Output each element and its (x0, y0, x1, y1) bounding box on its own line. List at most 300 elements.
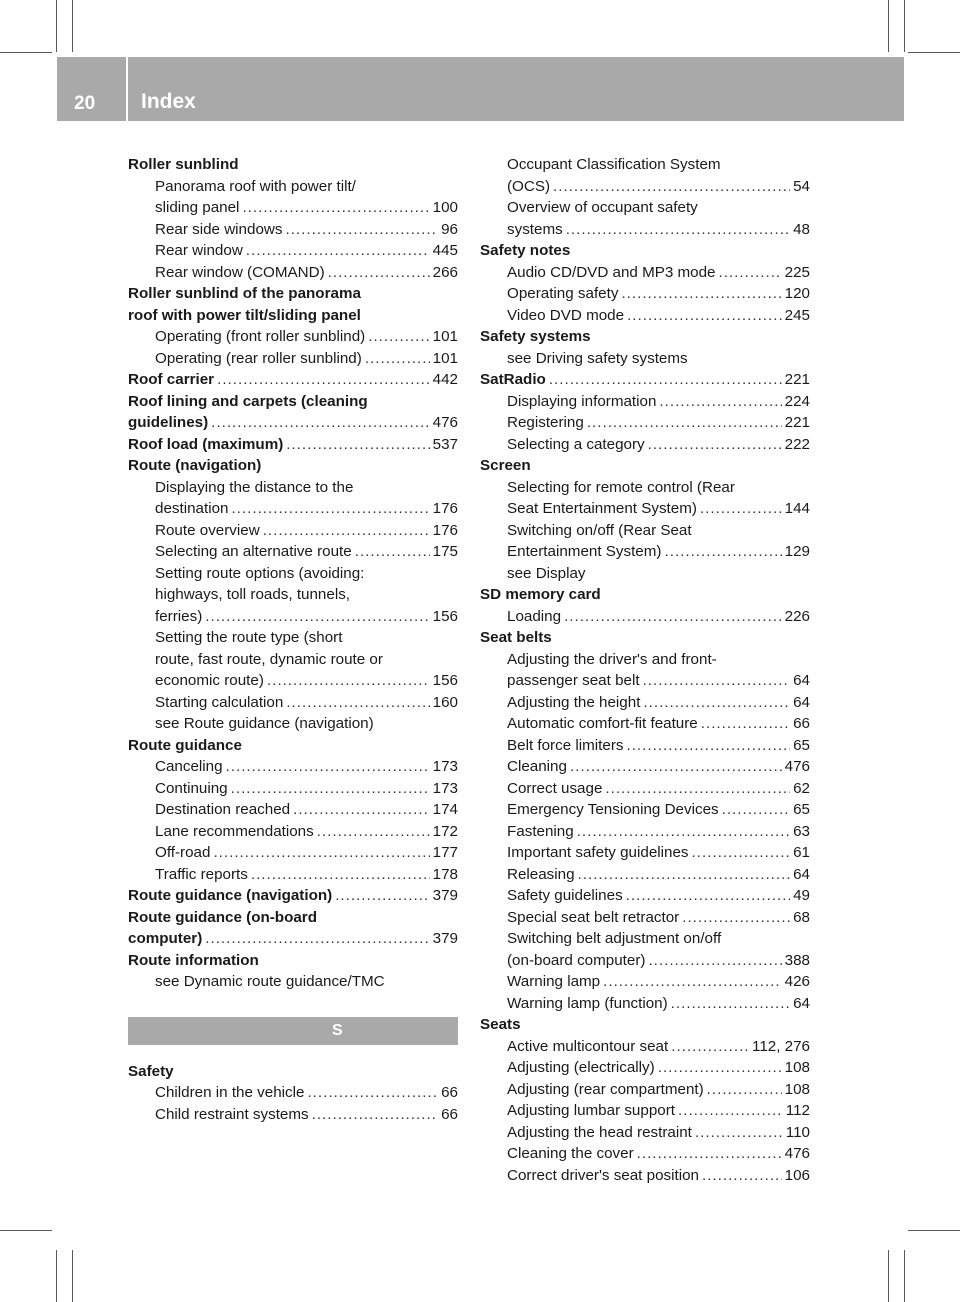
dot-leader (251, 864, 430, 886)
page-reference[interactable]: 537 (432, 435, 458, 453)
entry-text: Emergency Tensioning Devices (507, 801, 719, 818)
index-subentry[interactable] (128, 520, 458, 542)
index-entry (480, 627, 810, 649)
dot-leader (637, 1143, 782, 1165)
page-reference[interactable]: 173 (432, 758, 458, 775)
page-reference[interactable]: 221 (784, 414, 810, 431)
dot-leader (211, 412, 429, 434)
index-entry (128, 1061, 458, 1083)
index-subentry (480, 477, 810, 499)
page-reference[interactable]: 120 (784, 285, 810, 302)
index-subentry[interactable] (480, 821, 810, 843)
entry-text: (OCS) (507, 177, 551, 195)
index-subentry (480, 520, 810, 542)
index-subentry[interactable] (480, 541, 810, 563)
dot-leader (564, 606, 782, 628)
entry-text: see Driving safety systems (507, 349, 688, 367)
entry-text: route, fast route, dynamic route or (155, 650, 383, 668)
page-reference[interactable]: 48 (793, 220, 810, 238)
dot-leader (355, 541, 430, 563)
index-entry (480, 455, 810, 477)
entry-text: Adjusting lumbar support (507, 1102, 675, 1119)
index-entry (128, 455, 458, 477)
entry-text: Starting calculation (155, 693, 284, 711)
dot-leader (627, 305, 782, 327)
dot-leader (307, 1082, 438, 1104)
entry-text: Child restraint systems (155, 1105, 309, 1123)
index-subentry (480, 348, 810, 370)
index-subentry[interactable] (128, 197, 458, 219)
index-subentry[interactable] (128, 842, 458, 864)
entry-text: Correct usage (507, 779, 603, 797)
entry-text: Entertainment System) (507, 543, 662, 560)
entry-text: Warning lamp (507, 973, 601, 990)
entry-text: Roof carrier (128, 371, 215, 388)
page-reference[interactable]: 66 (441, 1105, 458, 1123)
entry-text: Rear side windows (155, 220, 283, 238)
dot-leader (205, 928, 429, 950)
dot-leader (217, 369, 430, 391)
index-subentry[interactable] (480, 993, 810, 1015)
page-reference[interactable]: 63 (793, 822, 810, 840)
index-subentry[interactable] (480, 1100, 810, 1122)
entry-text: Belt force limiters (507, 736, 624, 754)
entry-text: Lane recommendations (155, 822, 314, 840)
page-reference[interactable]: 108 (784, 1080, 810, 1098)
entry-text: Video DVD mode (507, 306, 625, 324)
dot-leader (700, 498, 782, 520)
entry-text: destination (155, 500, 229, 517)
index-entry (480, 1014, 810, 1036)
page-reference[interactable]: 476 (784, 758, 810, 775)
page-reference[interactable]: 178 (432, 865, 458, 883)
entry-text: Operating safety (507, 285, 619, 302)
page-reference[interactable]: 173 (432, 779, 458, 797)
index-subentry (128, 713, 458, 735)
index-subentry[interactable] (480, 1057, 810, 1079)
index-subentry[interactable] (480, 692, 810, 714)
page-reference[interactable]: 112, 276 (752, 1037, 810, 1055)
crop-mark (888, 0, 889, 52)
dot-leader (242, 197, 429, 219)
index-entry[interactable] (128, 928, 458, 950)
index-subentry[interactable] (480, 283, 810, 305)
dot-leader (648, 950, 781, 972)
index-subentry[interactable] (128, 498, 458, 520)
dot-leader (578, 864, 791, 886)
dot-leader (648, 434, 782, 456)
entry-text: Roof lining and carpets (cleaning (128, 392, 368, 410)
page-reference[interactable]: 226 (784, 607, 810, 625)
page-reference[interactable]: 96 (441, 220, 458, 238)
dot-leader (701, 713, 790, 735)
index-subentry[interactable] (480, 907, 810, 929)
entry-text: SatRadio (480, 371, 546, 388)
entry-text: Releasing (507, 865, 575, 883)
page-reference[interactable]: 174 (432, 801, 458, 818)
page-reference[interactable]: 379 (432, 887, 458, 904)
dot-leader (643, 670, 791, 692)
dot-leader (312, 1104, 438, 1126)
entry-text: Overview of occupant safety (507, 199, 698, 216)
dot-leader (702, 1165, 782, 1187)
index-subentry[interactable] (480, 885, 810, 907)
index-subentry[interactable] (480, 1122, 810, 1144)
page-reference[interactable]: 54 (793, 177, 810, 195)
entry-text: Displaying information (507, 392, 657, 410)
index-subentry[interactable] (480, 606, 810, 628)
dot-leader (263, 520, 430, 542)
dot-leader (213, 842, 429, 864)
entry-text: Destination reached (155, 801, 291, 818)
index-subentry[interactable] (480, 262, 810, 284)
index-entry (128, 907, 458, 929)
page-reference[interactable]: 426 (784, 973, 810, 990)
dot-leader (719, 262, 782, 284)
index-entry (480, 326, 810, 348)
entry-text: Selecting a category (507, 435, 645, 453)
index-subentry[interactable] (480, 971, 810, 993)
entry-text: Cleaning (507, 758, 567, 775)
page-reference[interactable]: 156 (432, 672, 458, 689)
index-subentry[interactable] (128, 756, 458, 778)
dot-leader (365, 348, 430, 370)
entry-text: Safety (128, 1062, 174, 1080)
index-subentry (128, 649, 458, 671)
entry-text: Adjusting the height (507, 693, 641, 711)
index-subentry (480, 649, 810, 671)
index-column-left (128, 154, 458, 1125)
dot-leader (570, 756, 782, 778)
index-subentry[interactable] (480, 412, 810, 434)
dot-leader (553, 176, 790, 198)
dot-leader (566, 219, 790, 241)
dot-leader (682, 907, 790, 929)
page-title: Index (141, 90, 196, 113)
page-reference[interactable]: 108 (784, 1059, 810, 1076)
index-subentry[interactable] (480, 1165, 810, 1187)
entry-text: see Dynamic route guidance/TMC (155, 973, 385, 990)
crop-mark (72, 0, 73, 52)
index-entry[interactable] (480, 369, 810, 391)
entry-text: passenger seat belt (507, 672, 640, 689)
index-subentry[interactable] (480, 735, 810, 757)
index-subentry[interactable] (480, 778, 810, 800)
entry-text: guidelines) (128, 414, 209, 431)
dot-leader (722, 799, 790, 821)
index-subentry[interactable] (128, 606, 458, 628)
index-subentry[interactable] (128, 1082, 458, 1104)
entry-text: sliding panel (155, 199, 240, 216)
page-reference[interactable]: 176 (432, 521, 458, 539)
page-reference[interactable]: 64 (793, 865, 810, 883)
entry-text: Safety guidelines (507, 887, 623, 904)
entry-text: Selecting for remote control (Rear (507, 478, 735, 496)
dot-leader (671, 993, 790, 1015)
index-subentry (128, 627, 458, 649)
entry-text: Audio CD/DVD and MP3 mode (507, 263, 716, 281)
page-reference[interactable]: 177 (432, 844, 458, 861)
index-subentry[interactable] (128, 326, 458, 348)
entry-text: Fastening (507, 822, 574, 840)
index-subentry (128, 176, 458, 198)
entry-text: see Display (507, 564, 586, 582)
index-subentry[interactable] (128, 541, 458, 563)
page-reference[interactable]: 442 (432, 371, 458, 388)
index-entry (128, 735, 458, 757)
page-reference[interactable]: 379 (432, 930, 458, 947)
entry-text: Traffic reports (155, 865, 248, 883)
page-reference[interactable]: 68 (793, 908, 810, 926)
index-subentry[interactable] (480, 670, 810, 692)
dot-leader (626, 735, 790, 757)
page-reference[interactable]: 62 (793, 779, 810, 797)
dot-leader (226, 756, 430, 778)
entry-text: Active multicontour seat (507, 1037, 669, 1055)
index-subentry[interactable] (480, 305, 810, 327)
index-subentry (480, 154, 810, 176)
page-reference[interactable]: 106 (784, 1166, 810, 1184)
dot-leader (643, 692, 790, 714)
crop-mark (904, 1250, 905, 1302)
page-reference[interactable]: 175 (432, 543, 458, 560)
entry-text: Safety systems (480, 328, 591, 345)
index-subentry[interactable] (128, 692, 458, 714)
entry-text: economic route) (155, 672, 264, 689)
index-subentry (128, 477, 458, 499)
index-subentry[interactable] (480, 799, 810, 821)
crop-mark (904, 0, 905, 52)
entry-text: computer) (128, 930, 203, 947)
crop-mark (888, 1250, 889, 1302)
entry-text: Route information (128, 951, 259, 969)
dot-leader (664, 541, 781, 563)
index-subentry[interactable] (128, 240, 458, 262)
page-reference[interactable]: 225 (784, 263, 810, 281)
crop-mark (72, 1250, 73, 1302)
dot-leader (671, 1036, 749, 1058)
index-subentry[interactable] (480, 434, 810, 456)
index-entry[interactable] (128, 434, 458, 456)
entry-text: Seat Entertainment System) (507, 500, 697, 517)
index-subentry (128, 971, 458, 993)
entry-text: Adjusting the head restraint (507, 1123, 692, 1141)
dot-leader (335, 885, 429, 907)
page-number: 20 (74, 93, 96, 114)
entry-text: Adjusting (electrically) (507, 1059, 655, 1076)
index-subentry[interactable] (480, 1036, 810, 1058)
index-subentry[interactable] (480, 498, 810, 520)
page-reference[interactable]: 222 (784, 435, 810, 453)
crop-mark (56, 1250, 57, 1302)
index-subentry[interactable] (128, 670, 458, 692)
index-entry[interactable] (128, 885, 458, 907)
entry-text: Panorama roof with power tilt/ (155, 177, 356, 195)
entry-text: Safety notes (480, 242, 571, 259)
page-reference[interactable]: 172 (432, 822, 458, 840)
index-subentry[interactable] (480, 176, 810, 198)
page-reference[interactable]: 66 (441, 1084, 458, 1101)
index-subentry[interactable] (480, 756, 810, 778)
entry-text: Setting route options (avoiding: (155, 564, 365, 582)
index-subentry[interactable] (128, 262, 458, 284)
page-reference[interactable]: 64 (793, 672, 810, 689)
entry-text: Cleaning the cover (507, 1145, 634, 1162)
section-letter-header: S (128, 1017, 458, 1045)
page-reference[interactable]: 476 (432, 414, 458, 431)
entry-text: Registering (507, 414, 584, 431)
page-reference[interactable]: 101 (432, 349, 458, 367)
entry-text: Route guidance (navigation) (128, 887, 333, 904)
entry-text: Displaying the distance to the (155, 478, 354, 496)
index-subentry[interactable] (128, 799, 458, 821)
entry-text: Continuing (155, 779, 228, 797)
crop-mark (908, 1230, 960, 1231)
page-reference[interactable]: 156 (432, 607, 458, 625)
index-subentry[interactable] (128, 864, 458, 886)
index-subentry[interactable] (128, 1104, 458, 1126)
entry-text: Roof load (maximum) (128, 435, 284, 453)
dot-leader (231, 778, 430, 800)
index-subentry[interactable] (128, 778, 458, 800)
page-reference[interactable]: 245 (784, 306, 810, 324)
crop-mark (56, 0, 57, 52)
page-reference[interactable]: 388 (784, 951, 810, 969)
dot-leader (605, 778, 790, 800)
dot-leader (678, 1100, 783, 1122)
index-subentry[interactable] (480, 864, 810, 886)
page-reference[interactable]: 112 (785, 1102, 810, 1119)
entry-text: Canceling (155, 758, 223, 775)
page-reference[interactable]: 66 (793, 715, 810, 732)
index-entry (128, 950, 458, 972)
entry-text: Automatic comfort-fit feature (507, 715, 698, 732)
index-entry (480, 240, 810, 262)
index-subentry[interactable] (480, 391, 810, 413)
index-subentry[interactable] (480, 1143, 810, 1165)
index-subentry[interactable] (128, 348, 458, 370)
page-reference[interactable]: 61 (793, 844, 810, 861)
page-reference[interactable]: 129 (784, 543, 810, 560)
index-column-right (480, 154, 810, 1186)
index-subentry[interactable] (480, 842, 810, 864)
dot-leader (293, 799, 430, 821)
dot-leader (549, 369, 782, 391)
index-subentry[interactable] (480, 713, 810, 735)
dot-leader (707, 1079, 782, 1101)
entry-text: Occupant Classification System (507, 156, 721, 173)
index-subentry (128, 584, 458, 606)
entry-text: Operating (rear roller sunblind) (155, 349, 362, 367)
entry-text: Rear window (155, 242, 243, 259)
index-entry (128, 305, 458, 327)
page-reference[interactable]: 65 (793, 736, 810, 754)
entry-text: Route (navigation) (128, 457, 262, 474)
entry-text: Roller sunblind (128, 156, 239, 173)
dot-leader (621, 283, 781, 305)
entry-text: Warning lamp (function) (507, 994, 668, 1012)
page-reference[interactable]: 64 (793, 994, 810, 1012)
page-reference[interactable]: 49 (793, 887, 810, 904)
entry-text: ferries) (155, 607, 203, 625)
index-subentry (128, 563, 458, 585)
index-entry[interactable] (128, 369, 458, 391)
entry-text: Children in the vehicle (155, 1084, 305, 1101)
dot-leader (692, 842, 791, 864)
entry-text: Special seat belt retractor (507, 908, 680, 926)
page-reference[interactable]: 110 (785, 1123, 810, 1141)
index-entry[interactable] (128, 412, 458, 434)
dot-leader (626, 885, 790, 907)
page-reference[interactable]: 266 (432, 263, 458, 281)
entry-text: Switching on/off (Rear Seat (507, 521, 692, 539)
index-subentry[interactable] (128, 219, 458, 241)
entry-text: systems (507, 220, 563, 238)
dot-leader (587, 412, 782, 434)
index-subentry[interactable] (480, 1079, 810, 1101)
index-subentry (480, 197, 810, 219)
entry-text: Route guidance (on-board (128, 908, 317, 926)
page-reference[interactable]: 224 (784, 392, 810, 410)
page-reference[interactable]: 476 (784, 1145, 810, 1162)
page-reference[interactable]: 100 (432, 199, 458, 216)
dot-leader (246, 240, 430, 262)
dot-leader (603, 971, 782, 993)
entry-text: Screen (480, 457, 531, 474)
entry-text: SD memory card (480, 586, 601, 603)
entry-text: Operating (front roller sunblind) (155, 328, 366, 345)
page-reference[interactable]: 445 (432, 242, 458, 259)
page-reference[interactable]: 65 (793, 801, 810, 818)
index-subentry[interactable] (480, 219, 810, 241)
entry-text: Selecting an alternative route (155, 543, 352, 560)
page-reference[interactable]: 101 (432, 328, 458, 345)
index-entry (128, 283, 458, 305)
entry-text: Setting the route type (short (155, 629, 343, 646)
index-entry (128, 391, 458, 413)
entry-text: Roller sunblind of the panorama (128, 285, 361, 302)
crop-mark (0, 52, 52, 53)
page-reference[interactable]: 176 (432, 500, 458, 517)
dot-leader (205, 606, 429, 628)
entry-text: Adjusting (rear compartment) (507, 1080, 704, 1098)
page-reference[interactable]: 144 (784, 500, 810, 517)
entry-text: Route overview (155, 521, 260, 539)
dot-leader (328, 262, 430, 284)
page-reference[interactable]: 64 (793, 693, 810, 711)
dot-leader (368, 326, 429, 348)
dot-leader (231, 498, 429, 520)
crop-mark (908, 52, 960, 53)
dot-leader (286, 434, 429, 456)
entry-text: Switching belt adjustment on/off (507, 930, 722, 947)
index-subentry[interactable] (480, 950, 810, 972)
entry-text: highways, toll roads, tunnels, (155, 586, 351, 603)
index-entry (128, 154, 458, 176)
entry-text: Rear window (COMAND) (155, 263, 325, 281)
dot-leader (267, 670, 430, 692)
index-subentry (480, 928, 810, 950)
page-reference[interactable]: 160 (432, 693, 458, 711)
index-subentry[interactable] (128, 821, 458, 843)
entry-text: see Route guidance (navigation) (155, 715, 374, 732)
dot-leader (659, 391, 781, 413)
page-reference[interactable]: 221 (784, 371, 810, 388)
header-divider (126, 57, 128, 121)
index-subentry (480, 563, 810, 585)
entry-text: (on-board computer) (507, 951, 646, 969)
dot-leader (577, 821, 790, 843)
